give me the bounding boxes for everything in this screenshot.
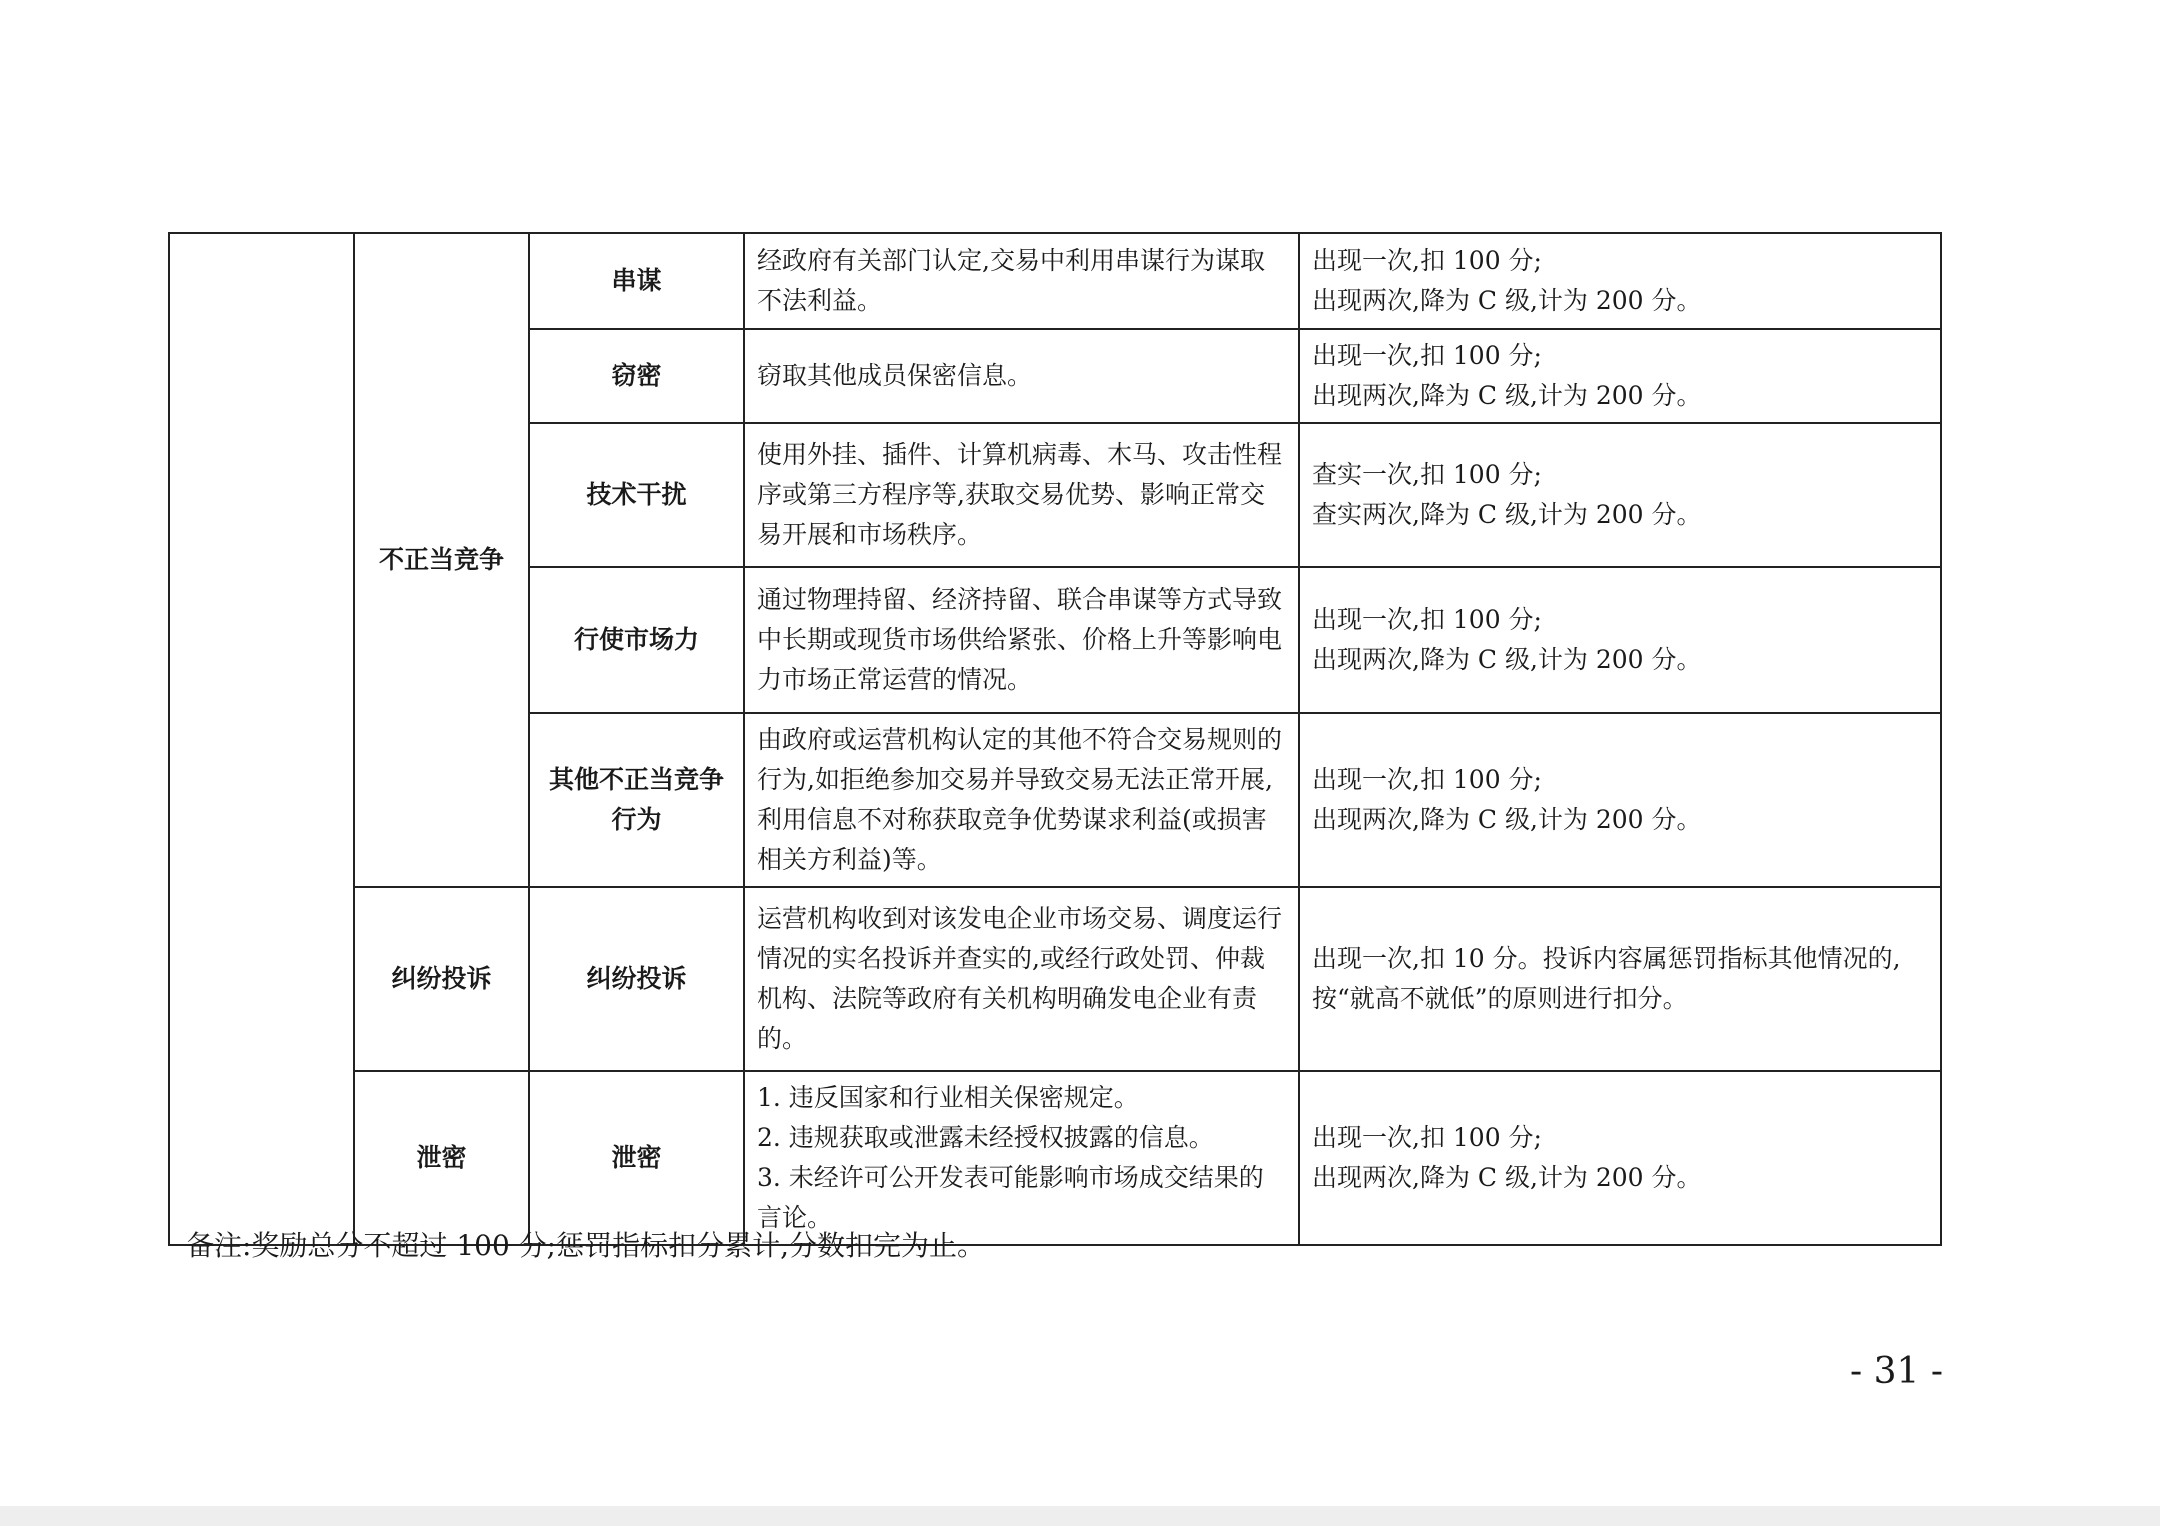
sub-item-cell: 泄密: [529, 1071, 744, 1245]
group-cell: 泄密: [354, 1071, 529, 1245]
group-cell: 纠纷投诉: [354, 887, 529, 1071]
description-cell: 经政府有关部门认定,交易中利用串谋行为谋取不法利益。: [744, 233, 1299, 329]
penalty-line: 出现一次,扣 100 分;: [1312, 1123, 1542, 1152]
penalty-line: 出现两次,降为 C 级,计为 200 分。: [1312, 645, 1702, 674]
penalty-line: 出现一次,扣 100 分;: [1312, 605, 1542, 634]
penalty-line: 出现两次,降为 C 级,计为 200 分。: [1312, 805, 1702, 834]
footnote: 备注:奖励总分不超过 100 分;惩罚指标扣分累计,分数扣完为止。: [186, 1229, 986, 1262]
penalty-line: 出现两次,降为 C 级,计为 200 分。: [1312, 286, 1702, 315]
sub-item-cell: 纠纷投诉: [529, 887, 744, 1071]
description-cell: 通过物理持留、经济持留、联合串谋等方式导致中长期或现货市场供给紧张、价格上升等影响电力市场正常运营的情况。: [744, 567, 1299, 713]
description-cell: 窃取其他成员保密信息。: [744, 329, 1299, 423]
description-cell: 运营机构收到对该发电企业市场交易、调度运行情况的实名投诉并查实的,或经行政处罚、仲裁机构、法院等政府有关机构明确发电企业有责的。: [744, 887, 1299, 1071]
description-line: 3. 未经许可公开发表可能影响市场成交结果的言论。: [757, 1163, 1264, 1232]
description-cell: [744, 1071, 1299, 1245]
penalty-cell: [1299, 567, 1941, 713]
penalty-line: 查实一次,扣 100 分;: [1312, 460, 1542, 489]
description-line: 2. 违规获取或泄露未经授权披露的信息。: [757, 1123, 1214, 1152]
sub-item-cell: 行使市场力: [529, 567, 744, 713]
scoring-table: [168, 232, 1942, 1246]
page-number: - 31 -: [1850, 1351, 1944, 1392]
penalty-line: 查实两次,降为 C 级,计为 200 分。: [1312, 500, 1702, 529]
penalty-cell: [1299, 713, 1941, 887]
penalty-cell: [1299, 233, 1941, 329]
description-cell: 由政府或运营机构认定的其他不符合交易规则的行为,如拒绝参加交易并导致交易无法正常开展,利用信息不对称获取竞争优势谋求利益(或损害相关方利益)等。: [744, 713, 1299, 887]
sub-item-cell: 窃密: [529, 329, 744, 423]
sub-item-cell: 串谋: [529, 233, 744, 329]
table-row: [169, 887, 1941, 1071]
penalty-line: 出现一次,扣 100 分;: [1312, 341, 1542, 370]
penalty-line: 出现两次,降为 C 级,计为 200 分。: [1312, 381, 1702, 410]
sub-item-cell: 其他不正当竞争行为: [529, 713, 744, 887]
penalty-line: 出现一次,扣 100 分;: [1312, 765, 1542, 794]
group-cell: 不正当竞争: [354, 233, 529, 887]
penalty-line: 出现两次,降为 C 级,计为 200 分。: [1312, 1163, 1702, 1192]
penalty-cell: [1299, 329, 1941, 423]
penalty-line: 出现一次,扣 100 分;: [1312, 246, 1542, 275]
penalty-cell: [1299, 423, 1941, 567]
penalty-cell: [1299, 1071, 1941, 1245]
table-row: [169, 1071, 1941, 1245]
description-cell: 使用外挂、插件、计算机病毒、木马、攻击性程序或第三方程序等,获取交易优势、影响正常交易开展和市场秩序。: [744, 423, 1299, 567]
sub-item-cell: 技术干扰: [529, 423, 744, 567]
description-line: 1. 违反国家和行业相关保密规定。: [757, 1083, 1139, 1112]
table-row: [169, 233, 1941, 329]
penalty-cell: 出现一次,扣 10 分。投诉内容属惩罚指标其他情况的,按“就高不就低”的原则进行扣分。: [1299, 887, 1941, 1071]
first-column-blank-cell: [169, 233, 354, 1245]
page-bottom-band: [0, 1506, 2160, 1526]
